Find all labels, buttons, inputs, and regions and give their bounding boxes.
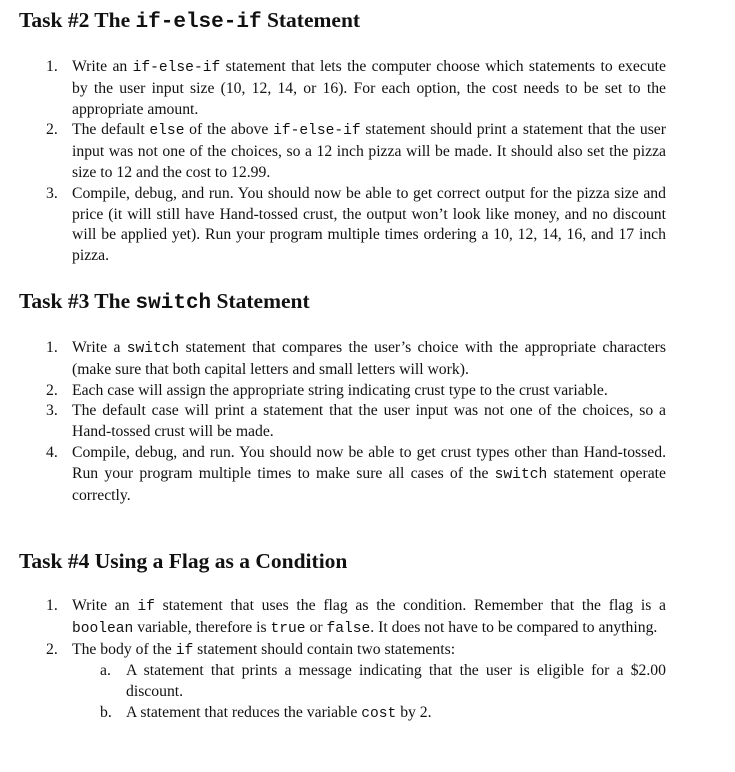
list-item: 2. The default else of the above if-else-if statement should print a statement that the user input was not one of the choices, so a 12 inch pizza will be made. It should also set the pizza size to 12 and the cost to 12.99.: [46, 121, 666, 181]
list-item: 1. Write an if statement that uses the flag as the condition. Remember that the flag is a boolean variable, therefore is true or false. It does not have to be compared to anything.: [46, 597, 666, 637]
task4-heading: Task #4 Using a Flag as a Condition: [19, 549, 348, 573]
list-item: 1. Write a switch statement that compares the user’s choice with the appropriate characters (make sure that both capital letters and small letters will work).: [46, 339, 666, 378]
list-item: 4. Compile, debug, and run. You should now be able to get crust types other than Hand-tossed. Run your program multiple times to make sure all cases of the switch statement operate correctly.: [46, 443, 666, 504]
task3-list: [46, 338, 666, 506]
task2-list: [46, 57, 666, 267]
list-item: 2. The body of the if statement should contain two statements: a. A statement that prints a message indicating that the user is eligible for a $2.00 discount. b. A statement that reduces the variable cost by 2.: [72, 640, 666, 725]
task3-heading: Task #3 The switch Statement: [19, 289, 310, 315]
task4-list: [46, 596, 666, 725]
sub-list-item: b. A statement that reduces the variable cost by 2.: [100, 703, 432, 722]
list-item: 1. Write an if-else-if statement that lets the computer choose which statements to execute by the user input size (10, 12, 14, or 16). For each option, the cost needs to be set to the appropriate amount.: [46, 58, 666, 118]
list-item: 3. Compile, debug, and run. You should now be able to get correct output for the pizza size and price (it will still have Hand-tossed crust, the output won’t look like money, and no discount will be applied yet). Run your program multiple times ordering a 10, 12, 14, 16, and 17 inch pizza.: [46, 184, 666, 265]
list-item: 3. The default case will print a statement that the user input was not one of the choices, so a Hand-tossed crust will be made.: [46, 402, 666, 441]
task2-heading: Task #2 The if-else-if Statement: [19, 8, 361, 34]
sub-list-item: a. A statement that prints a message indicating that the user is eligible for a $2.00 discount.: [100, 662, 666, 701]
task4-sublist: [72, 661, 666, 724]
list-item: 2. Each case will assign the appropriate string indicating crust type to the crust variable.: [46, 381, 608, 399]
